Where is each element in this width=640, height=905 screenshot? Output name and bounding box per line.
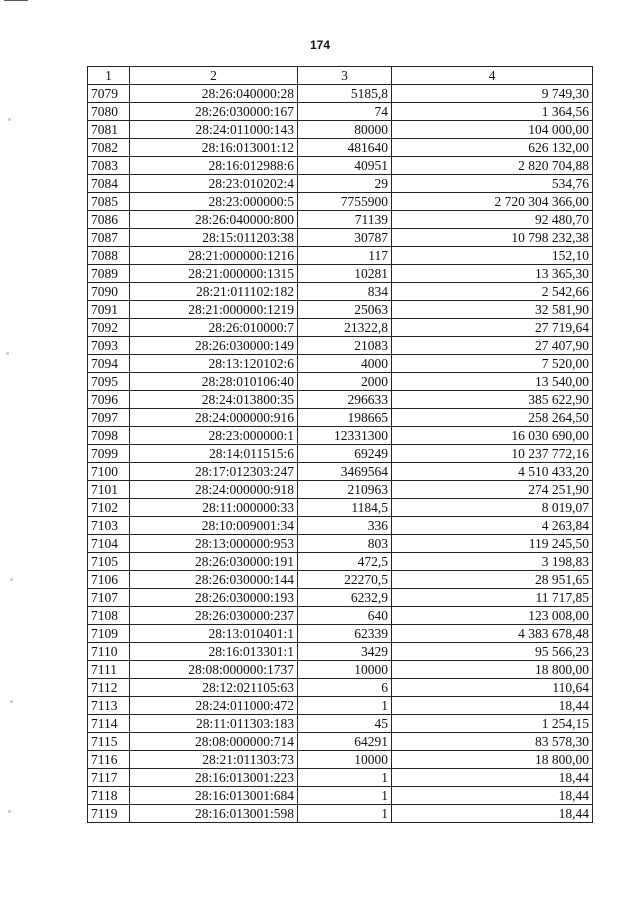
value-cell: 119 245,50 bbox=[392, 535, 593, 553]
row-number-cell: 7105 bbox=[88, 553, 130, 571]
value-cell: 18 800,00 bbox=[392, 751, 593, 769]
row-number-cell: 7095 bbox=[88, 373, 130, 391]
table-row bbox=[88, 193, 593, 211]
table-row bbox=[88, 409, 593, 427]
cadastral-number-cell: 28:24:000000:918 bbox=[130, 481, 298, 499]
cadastral-number-cell: 28:26:030000:237 bbox=[130, 607, 298, 625]
table-row bbox=[88, 175, 593, 193]
value-cell: 18,44 bbox=[392, 769, 593, 787]
area-cell: 80000 bbox=[298, 121, 392, 139]
row-number-cell: 7084 bbox=[88, 175, 130, 193]
table-row bbox=[88, 751, 593, 769]
table-row bbox=[88, 337, 593, 355]
value-cell: 27 407,90 bbox=[392, 337, 593, 355]
table-body bbox=[88, 85, 593, 823]
row-number-cell: 7115 bbox=[88, 733, 130, 751]
row-number-cell: 7097 bbox=[88, 409, 130, 427]
table-row bbox=[88, 283, 593, 301]
row-number-cell: 7118 bbox=[88, 787, 130, 805]
value-cell: 626 132,00 bbox=[392, 139, 593, 157]
area-cell: 803 bbox=[298, 535, 392, 553]
area-cell: 30787 bbox=[298, 229, 392, 247]
area-cell: 1 bbox=[298, 697, 392, 715]
table-row bbox=[88, 517, 593, 535]
area-cell: 71139 bbox=[298, 211, 392, 229]
cadastral-number-cell: 28:16:013301:1 bbox=[130, 643, 298, 661]
area-cell: 336 bbox=[298, 517, 392, 535]
value-cell: 534,76 bbox=[392, 175, 593, 193]
table-row bbox=[88, 499, 593, 517]
value-cell: 104 000,00 bbox=[392, 121, 593, 139]
cadastral-number-cell: 28:21:000000:1315 bbox=[130, 265, 298, 283]
row-number-cell: 7113 bbox=[88, 697, 130, 715]
table-row bbox=[88, 211, 593, 229]
margin-speck bbox=[8, 118, 11, 121]
value-cell: 18,44 bbox=[392, 787, 593, 805]
row-number-cell: 7096 bbox=[88, 391, 130, 409]
cadastral-number-cell: 28:13:010401:1 bbox=[130, 625, 298, 643]
table-row bbox=[88, 643, 593, 661]
cadastral-number-cell: 28:26:030000:144 bbox=[130, 571, 298, 589]
table-row bbox=[88, 553, 593, 571]
table-row bbox=[88, 229, 593, 247]
table-row bbox=[88, 121, 593, 139]
cadastral-number-cell: 28:23:010202:4 bbox=[130, 175, 298, 193]
row-number-cell: 7100 bbox=[88, 463, 130, 481]
table-row bbox=[88, 139, 593, 157]
area-cell: 210963 bbox=[298, 481, 392, 499]
table-row bbox=[88, 481, 593, 499]
cadastral-number-cell: 28:23:000000:1 bbox=[130, 427, 298, 445]
row-number-cell: 7102 bbox=[88, 499, 130, 517]
cadastral-number-cell: 28:24:011000:472 bbox=[130, 697, 298, 715]
row-number-cell: 7117 bbox=[88, 769, 130, 787]
value-cell: 95 566,23 bbox=[392, 643, 593, 661]
row-number-cell: 7089 bbox=[88, 265, 130, 283]
row-number-cell: 7099 bbox=[88, 445, 130, 463]
table-row bbox=[88, 589, 593, 607]
cadastral-number-cell: 28:21:011303:73 bbox=[130, 751, 298, 769]
area-cell: 1184,5 bbox=[298, 499, 392, 517]
cadastral-number-cell: 28:26:030000:193 bbox=[130, 589, 298, 607]
table-row bbox=[88, 769, 593, 787]
row-number-cell: 7103 bbox=[88, 517, 130, 535]
table-row bbox=[88, 697, 593, 715]
row-number-cell: 7116 bbox=[88, 751, 130, 769]
area-cell: 22270,5 bbox=[298, 571, 392, 589]
page-number: 174 bbox=[309, 38, 331, 52]
cadastral-number-cell: 28:26:040000:800 bbox=[130, 211, 298, 229]
table-row bbox=[88, 247, 593, 265]
row-number-cell: 7094 bbox=[88, 355, 130, 373]
cadastral-number-cell: 28:16:012988:6 bbox=[130, 157, 298, 175]
value-cell: 4 263,84 bbox=[392, 517, 593, 535]
row-number-cell: 7080 bbox=[88, 103, 130, 121]
table-row bbox=[88, 355, 593, 373]
margin-speck bbox=[6, 352, 9, 355]
area-cell: 4000 bbox=[298, 355, 392, 373]
cadastral-number-cell: 28:24:013800:35 bbox=[130, 391, 298, 409]
value-cell: 7 520,00 bbox=[392, 355, 593, 373]
table-row bbox=[88, 445, 593, 463]
row-number-cell: 7082 bbox=[88, 139, 130, 157]
value-cell: 18 800,00 bbox=[392, 661, 593, 679]
area-cell: 40951 bbox=[298, 157, 392, 175]
table-row bbox=[88, 427, 593, 445]
row-number-cell: 7093 bbox=[88, 337, 130, 355]
value-cell: 11 717,85 bbox=[392, 589, 593, 607]
row-number-cell: 7110 bbox=[88, 643, 130, 661]
table-row bbox=[88, 607, 593, 625]
cadastral-number-cell: 28:16:013001:223 bbox=[130, 769, 298, 787]
row-number-cell: 7104 bbox=[88, 535, 130, 553]
table-row bbox=[88, 373, 593, 391]
table-row bbox=[88, 103, 593, 121]
column-header: 2 bbox=[130, 67, 298, 85]
value-cell: 1 364,56 bbox=[392, 103, 593, 121]
cadastral-number-cell: 28:26:030000:191 bbox=[130, 553, 298, 571]
table-row bbox=[88, 715, 593, 733]
cadastral-number-cell: 28:15:011203:38 bbox=[130, 229, 298, 247]
column-header: 1 bbox=[88, 67, 130, 85]
table-header-row bbox=[88, 67, 593, 85]
cadastral-number-cell: 28:10:009001:34 bbox=[130, 517, 298, 535]
area-cell: 117 bbox=[298, 247, 392, 265]
value-cell: 9 749,30 bbox=[392, 85, 593, 103]
value-cell: 32 581,90 bbox=[392, 301, 593, 319]
area-cell: 1 bbox=[298, 769, 392, 787]
cadastral-number-cell: 28:16:013001:12 bbox=[130, 139, 298, 157]
registry-table bbox=[87, 66, 593, 823]
cadastral-number-cell: 28:08:000000:714 bbox=[130, 733, 298, 751]
margin-speck bbox=[10, 700, 13, 703]
value-cell: 16 030 690,00 bbox=[392, 427, 593, 445]
area-cell: 834 bbox=[298, 283, 392, 301]
area-cell: 481640 bbox=[298, 139, 392, 157]
table-row bbox=[88, 463, 593, 481]
area-cell: 12331300 bbox=[298, 427, 392, 445]
value-cell: 2 542,66 bbox=[392, 283, 593, 301]
cadastral-number-cell: 28:26:010000:7 bbox=[130, 319, 298, 337]
row-number-cell: 7092 bbox=[88, 319, 130, 337]
value-cell: 123 008,00 bbox=[392, 607, 593, 625]
row-number-cell: 7106 bbox=[88, 571, 130, 589]
cadastral-number-cell: 28:21:000000:1219 bbox=[130, 301, 298, 319]
margin-speck bbox=[10, 578, 13, 581]
value-cell: 258 264,50 bbox=[392, 409, 593, 427]
area-cell: 10281 bbox=[298, 265, 392, 283]
cadastral-number-cell: 28:26:040000:28 bbox=[130, 85, 298, 103]
area-cell: 1 bbox=[298, 805, 392, 823]
column-header: 4 bbox=[392, 67, 593, 85]
value-cell: 385 622,90 bbox=[392, 391, 593, 409]
area-cell: 29 bbox=[298, 175, 392, 193]
table-row bbox=[88, 787, 593, 805]
value-cell: 18,44 bbox=[392, 697, 593, 715]
area-cell: 45 bbox=[298, 715, 392, 733]
area-cell: 1 bbox=[298, 787, 392, 805]
area-cell: 7755900 bbox=[298, 193, 392, 211]
area-cell: 21083 bbox=[298, 337, 392, 355]
row-number-cell: 7101 bbox=[88, 481, 130, 499]
cadastral-number-cell: 28:11:011303:183 bbox=[130, 715, 298, 733]
cadastral-number-cell: 28:08:000000:1737 bbox=[130, 661, 298, 679]
table-row bbox=[88, 625, 593, 643]
row-number-cell: 7098 bbox=[88, 427, 130, 445]
value-cell: 4 510 433,20 bbox=[392, 463, 593, 481]
table-row bbox=[88, 157, 593, 175]
cadastral-number-cell: 28:24:000000:916 bbox=[130, 409, 298, 427]
value-cell: 28 951,65 bbox=[392, 571, 593, 589]
cadastral-number-cell: 28:28:010106:40 bbox=[130, 373, 298, 391]
value-cell: 18,44 bbox=[392, 805, 593, 823]
value-cell: 92 480,70 bbox=[392, 211, 593, 229]
area-cell: 6232,9 bbox=[298, 589, 392, 607]
margin-speck bbox=[8, 810, 11, 813]
table-row bbox=[88, 391, 593, 409]
area-cell: 3469564 bbox=[298, 463, 392, 481]
area-cell: 640 bbox=[298, 607, 392, 625]
cadastral-number-cell: 28:11:000000:33 bbox=[130, 499, 298, 517]
value-cell: 4 383 678,48 bbox=[392, 625, 593, 643]
top-edge-rule bbox=[4, 0, 28, 1]
area-cell: 6 bbox=[298, 679, 392, 697]
value-cell: 10 798 232,38 bbox=[392, 229, 593, 247]
value-cell: 3 198,83 bbox=[392, 553, 593, 571]
area-cell: 74 bbox=[298, 103, 392, 121]
table-row bbox=[88, 571, 593, 589]
value-cell: 1 254,15 bbox=[392, 715, 593, 733]
value-cell: 10 237 772,16 bbox=[392, 445, 593, 463]
row-number-cell: 7108 bbox=[88, 607, 130, 625]
value-cell: 2 820 704,88 bbox=[392, 157, 593, 175]
value-cell: 274 251,90 bbox=[392, 481, 593, 499]
column-header: 3 bbox=[298, 67, 392, 85]
table-row bbox=[88, 661, 593, 679]
row-number-cell: 7088 bbox=[88, 247, 130, 265]
area-cell: 3429 bbox=[298, 643, 392, 661]
cadastral-number-cell: 28:21:000000:1216 bbox=[130, 247, 298, 265]
row-number-cell: 7111 bbox=[88, 661, 130, 679]
row-number-cell: 7107 bbox=[88, 589, 130, 607]
value-cell: 13 365,30 bbox=[392, 265, 593, 283]
table-row bbox=[88, 805, 593, 823]
value-cell: 110,64 bbox=[392, 679, 593, 697]
table-row bbox=[88, 265, 593, 283]
cadastral-number-cell: 28:16:013001:598 bbox=[130, 805, 298, 823]
value-cell: 13 540,00 bbox=[392, 373, 593, 391]
table-row bbox=[88, 535, 593, 553]
cadastral-number-cell: 28:17:012303:247 bbox=[130, 463, 298, 481]
area-cell: 64291 bbox=[298, 733, 392, 751]
table-row bbox=[88, 319, 593, 337]
cadastral-number-cell: 28:16:013001:684 bbox=[130, 787, 298, 805]
row-number-cell: 7083 bbox=[88, 157, 130, 175]
area-cell: 10000 bbox=[298, 751, 392, 769]
area-cell: 69249 bbox=[298, 445, 392, 463]
value-cell: 27 719,64 bbox=[392, 319, 593, 337]
cadastral-number-cell: 28:21:011102:182 bbox=[130, 283, 298, 301]
table-row bbox=[88, 733, 593, 751]
value-cell: 152,10 bbox=[392, 247, 593, 265]
row-number-cell: 7085 bbox=[88, 193, 130, 211]
cadastral-number-cell: 28:26:030000:149 bbox=[130, 337, 298, 355]
area-cell: 472,5 bbox=[298, 553, 392, 571]
area-cell: 21322,8 bbox=[298, 319, 392, 337]
area-cell: 198665 bbox=[298, 409, 392, 427]
row-number-cell: 7114 bbox=[88, 715, 130, 733]
area-cell: 296633 bbox=[298, 391, 392, 409]
row-number-cell: 7119 bbox=[88, 805, 130, 823]
row-number-cell: 7091 bbox=[88, 301, 130, 319]
row-number-cell: 7087 bbox=[88, 229, 130, 247]
area-cell: 25063 bbox=[298, 301, 392, 319]
cadastral-number-cell: 28:23:000000:5 bbox=[130, 193, 298, 211]
area-cell: 62339 bbox=[298, 625, 392, 643]
value-cell: 8 019,07 bbox=[392, 499, 593, 517]
cadastral-number-cell: 28:24:011000:143 bbox=[130, 121, 298, 139]
cadastral-number-cell: 28:12:021105:63 bbox=[130, 679, 298, 697]
row-number-cell: 7079 bbox=[88, 85, 130, 103]
cadastral-number-cell: 28:26:030000:167 bbox=[130, 103, 298, 121]
area-cell: 2000 bbox=[298, 373, 392, 391]
row-number-cell: 7081 bbox=[88, 121, 130, 139]
cadastral-number-cell: 28:13:000000:953 bbox=[130, 535, 298, 553]
value-cell: 83 578,30 bbox=[392, 733, 593, 751]
value-cell: 2 720 304 366,00 bbox=[392, 193, 593, 211]
row-number-cell: 7086 bbox=[88, 211, 130, 229]
area-cell: 10000 bbox=[298, 661, 392, 679]
table-row bbox=[88, 85, 593, 103]
cadastral-number-cell: 28:14:011515:6 bbox=[130, 445, 298, 463]
cadastral-number-cell: 28:13:120102:6 bbox=[130, 355, 298, 373]
table-row bbox=[88, 679, 593, 697]
table-row bbox=[88, 301, 593, 319]
row-number-cell: 7109 bbox=[88, 625, 130, 643]
area-cell: 5185,8 bbox=[298, 85, 392, 103]
row-number-cell: 7112 bbox=[88, 679, 130, 697]
row-number-cell: 7090 bbox=[88, 283, 130, 301]
